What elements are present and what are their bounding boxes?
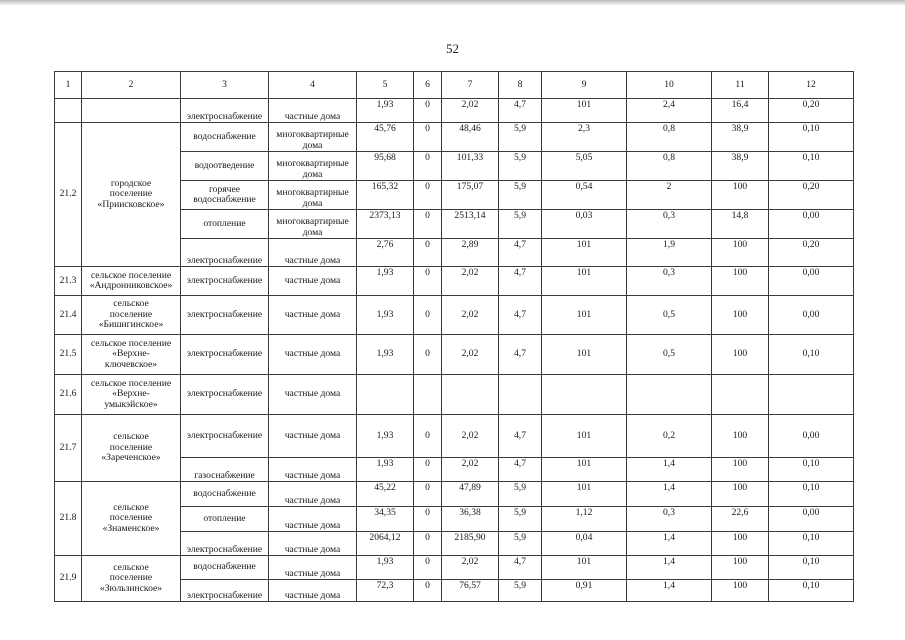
header-cell: 3 xyxy=(181,72,269,99)
settlement-line: поселение xyxy=(109,188,153,200)
value-cell: 0,00 xyxy=(769,210,854,239)
settlement-line: поселение xyxy=(109,308,153,320)
table-row xyxy=(55,556,854,580)
settlement-line: «Приисковское» xyxy=(97,198,165,210)
value-cell: 2,02 xyxy=(442,296,499,335)
value-cell: 4,7 xyxy=(499,296,542,335)
value-cell: 0,00 xyxy=(769,267,854,296)
value-cell: 2,76 xyxy=(357,239,414,267)
value-cell: 16,4 xyxy=(712,99,769,123)
value-cell: 0,54 xyxy=(542,181,627,210)
value-cell: 4,7 xyxy=(499,267,542,296)
value-cell: 0,10 xyxy=(769,152,854,181)
value-cell: 1,93 xyxy=(357,556,414,580)
settlement-line: поселение xyxy=(109,441,153,453)
value-cell: 0 xyxy=(414,239,442,267)
service-cell: отопление xyxy=(181,507,269,532)
value-cell: 0,3 xyxy=(627,210,712,239)
value-cell: 100 xyxy=(712,415,769,458)
service-cell xyxy=(181,181,269,210)
settlement-line: городское xyxy=(110,177,152,189)
value-cell: 0,10 xyxy=(769,458,854,482)
value-cell: 100 xyxy=(712,580,769,602)
value-cell: 2,02 xyxy=(442,556,499,580)
value-cell: 101,33 xyxy=(442,152,499,181)
housing-type-cell xyxy=(269,123,357,152)
value-cell: 0,04 xyxy=(542,532,627,556)
value-cell: 2064,12 xyxy=(357,532,414,556)
settlement-line: «Знаменское» xyxy=(102,522,160,534)
settlement-cell xyxy=(82,556,181,602)
value-cell: 0,5 xyxy=(627,296,712,335)
value-cell: 14,8 xyxy=(712,210,769,239)
header-row xyxy=(55,72,854,99)
value-cell: 1,4 xyxy=(627,458,712,482)
header-cell: 9 xyxy=(542,72,627,99)
value-cell: 101 xyxy=(542,482,627,507)
header-cell: 2 xyxy=(82,72,181,99)
housing-type-cell: частные дома xyxy=(269,415,357,458)
value-cell: 100 xyxy=(712,532,769,556)
settlement-cell xyxy=(82,482,181,556)
settlement-line: сельское xyxy=(113,431,149,443)
settlement-cell xyxy=(82,296,181,335)
housing-type-cell xyxy=(269,210,357,239)
row-number-cell: 21.2 xyxy=(55,123,82,267)
settlement-line: ключевское» xyxy=(104,358,158,370)
service-cell: электроснабжение xyxy=(181,532,269,556)
service-line: горячее xyxy=(208,183,241,195)
value-cell: 5,9 xyxy=(499,580,542,602)
value-cell: 101 xyxy=(542,556,627,580)
value-cell: 0,5 xyxy=(627,335,712,375)
header-cell: 11 xyxy=(712,72,769,99)
row-number-cell: 21.5 xyxy=(55,335,82,375)
value-cell: 1,4 xyxy=(627,580,712,602)
housing-line: дома xyxy=(302,168,323,180)
service-line: водоснабжение xyxy=(193,194,256,205)
value-cell: 100 xyxy=(712,556,769,580)
value-cell: 0,10 xyxy=(769,482,854,507)
value-cell: 1,9 xyxy=(627,239,712,267)
service-cell: электроснабжение xyxy=(181,580,269,602)
row-number-cell: 21.6 xyxy=(55,375,82,415)
value-cell: 1,93 xyxy=(357,415,414,458)
housing-type-cell: частные дома xyxy=(269,556,357,580)
service-cell: электроснабжение xyxy=(181,335,269,375)
value-cell: 100 xyxy=(712,296,769,335)
settlement-cell xyxy=(82,99,181,123)
housing-type-cell: частные дома xyxy=(269,458,357,482)
service-cell: водоснабжение xyxy=(181,482,269,507)
value-cell: 0,00 xyxy=(769,296,854,335)
value-cell: 4,7 xyxy=(499,335,542,375)
value-cell: 0 xyxy=(414,556,442,580)
housing-type-cell: частные дома xyxy=(269,99,357,123)
settlement-line: «Бишигинское» xyxy=(98,319,164,331)
settlement-cell xyxy=(82,415,181,482)
housing-type-cell: частные дома xyxy=(269,239,357,267)
table-row xyxy=(55,267,854,296)
page-number: 52 xyxy=(446,41,459,56)
settlement-line: «Верхне- xyxy=(112,348,150,360)
value-cell: 0,20 xyxy=(769,239,854,267)
table-row xyxy=(55,296,854,335)
value-cell xyxy=(627,375,712,415)
settlement-line: сельское поселение xyxy=(90,377,172,389)
settlement-cell xyxy=(82,375,181,415)
header-cell: 5 xyxy=(357,72,414,99)
row-number-cell: 21.9 xyxy=(55,556,82,602)
value-cell: 101 xyxy=(542,296,627,335)
housing-line: многоквартирные xyxy=(276,158,349,169)
service-cell: газоснабжение xyxy=(181,458,269,482)
table-row xyxy=(55,482,854,507)
settlement-line: поселение xyxy=(109,572,153,584)
value-cell: 101 xyxy=(542,415,627,458)
row-number-cell: 21.3 xyxy=(55,267,82,296)
value-cell: 0 xyxy=(414,507,442,532)
value-cell: 2,02 xyxy=(442,458,499,482)
housing-type-cell: частные дома xyxy=(269,267,357,296)
value-cell: 1,93 xyxy=(357,99,414,123)
value-cell: 101 xyxy=(542,458,627,482)
value-cell: 0 xyxy=(414,458,442,482)
settlement-line: «Верхне- xyxy=(112,388,150,400)
housing-type-cell: частные дома xyxy=(269,507,357,532)
settlement-cell xyxy=(82,123,181,267)
row-number-cell: 21.8 xyxy=(55,482,82,556)
value-cell xyxy=(357,375,414,415)
value-cell: 4,7 xyxy=(499,415,542,458)
value-cell: 2,3 xyxy=(542,123,627,152)
value-cell: 2,89 xyxy=(442,239,499,267)
settlement-line: сельское xyxy=(113,501,149,513)
value-cell: 5,05 xyxy=(542,152,627,181)
housing-type-cell: частные дома xyxy=(269,335,357,375)
value-cell: 48,46 xyxy=(442,123,499,152)
value-cell: 5,9 xyxy=(499,181,542,210)
value-cell: 0 xyxy=(414,123,442,152)
value-cell: 47,89 xyxy=(442,482,499,507)
value-cell: 5,9 xyxy=(499,507,542,532)
service-cell: водоснабжение xyxy=(181,556,269,580)
value-cell: 0,3 xyxy=(627,267,712,296)
value-cell: 100 xyxy=(712,458,769,482)
value-cell: 76,57 xyxy=(442,580,499,602)
value-cell: 2513,14 xyxy=(442,210,499,239)
value-cell: 4,7 xyxy=(499,99,542,123)
value-cell: 100 xyxy=(712,335,769,375)
housing-line: многоквартирные xyxy=(276,129,349,140)
housing-line: многоквартирные xyxy=(276,187,349,198)
service-cell: электроснабжение xyxy=(181,415,269,458)
value-cell xyxy=(499,375,542,415)
value-cell: 1,4 xyxy=(627,482,712,507)
service-cell: водоотведение xyxy=(181,152,269,181)
value-cell xyxy=(442,375,499,415)
housing-line: многоквартирные xyxy=(276,216,349,227)
housing-line: дома xyxy=(302,197,323,209)
settlement-line: поселение xyxy=(109,512,153,524)
value-cell: 100 xyxy=(712,181,769,210)
table-row xyxy=(55,99,854,123)
settlement-cell xyxy=(82,335,181,375)
service-cell: электроснабжение xyxy=(181,239,269,267)
housing-type-cell: частные дома xyxy=(269,296,357,335)
value-cell: 1,4 xyxy=(627,532,712,556)
value-cell: 0 xyxy=(414,335,442,375)
value-cell: 0,03 xyxy=(542,210,627,239)
service-cell: электроснабжение xyxy=(181,267,269,296)
row-number-cell: 21.7 xyxy=(55,415,82,482)
value-cell: 0,2 xyxy=(627,415,712,458)
housing-type-cell xyxy=(269,152,357,181)
value-cell: 0,00 xyxy=(769,507,854,532)
value-cell: 1,93 xyxy=(357,267,414,296)
value-cell: 2,4 xyxy=(627,99,712,123)
value-cell: 0,10 xyxy=(769,335,854,375)
value-cell: 1,93 xyxy=(357,296,414,335)
housing-type-cell: частные дома xyxy=(269,580,357,602)
value-cell: 1,93 xyxy=(357,335,414,375)
housing-type-cell: частные дома xyxy=(269,375,357,415)
settlement-line: сельское поселение xyxy=(90,269,172,281)
value-cell: 95,68 xyxy=(357,152,414,181)
value-cell: 100 xyxy=(712,482,769,507)
value-cell: 165,32 xyxy=(357,181,414,210)
value-cell: 0,10 xyxy=(769,532,854,556)
table-row xyxy=(55,375,854,415)
value-cell: 0 xyxy=(414,267,442,296)
value-cell: 2,02 xyxy=(442,267,499,296)
value-cell: 0,10 xyxy=(769,580,854,602)
value-cell: 0,10 xyxy=(769,123,854,152)
row-number-cell xyxy=(55,99,82,123)
value-cell: 2373,13 xyxy=(357,210,414,239)
settlement-cell xyxy=(82,267,181,296)
value-cell: 0 xyxy=(414,152,442,181)
value-cell: 2 xyxy=(627,181,712,210)
settlement-line: «Андронниковское» xyxy=(89,280,173,291)
value-cell: 2,02 xyxy=(442,415,499,458)
value-cell: 4,7 xyxy=(499,556,542,580)
row-number-cell: 21.4 xyxy=(55,296,82,335)
housing-line: дома xyxy=(302,139,323,151)
value-cell: 72,3 xyxy=(357,580,414,602)
settlement-line: сельское xyxy=(113,298,149,310)
settlement-line: умыкэйское» xyxy=(104,398,158,410)
service-cell: электроснабжение xyxy=(181,99,269,123)
value-cell: 36,38 xyxy=(442,507,499,532)
value-cell: 0 xyxy=(414,580,442,602)
value-cell: 0,10 xyxy=(769,556,854,580)
value-cell: 100 xyxy=(712,267,769,296)
value-cell: 1,4 xyxy=(627,556,712,580)
value-cell: 38,9 xyxy=(712,123,769,152)
value-cell: 4,7 xyxy=(499,239,542,267)
value-cell: 0,3 xyxy=(627,507,712,532)
value-cell: 38,9 xyxy=(712,152,769,181)
settlement-line: сельское поселение xyxy=(90,337,172,349)
value-cell: 175,07 xyxy=(442,181,499,210)
value-cell: 0,8 xyxy=(627,123,712,152)
value-cell: 2,02 xyxy=(442,99,499,123)
value-cell: 4,7 xyxy=(499,458,542,482)
value-cell: 101 xyxy=(542,239,627,267)
value-cell xyxy=(414,375,442,415)
settlement-line: «Зюльзинское» xyxy=(99,582,163,594)
table-row xyxy=(55,123,854,152)
header-cell: 6 xyxy=(414,72,442,99)
value-cell: 1,93 xyxy=(357,458,414,482)
value-cell: 100 xyxy=(712,239,769,267)
value-cell: 5,9 xyxy=(499,152,542,181)
header-cell: 4 xyxy=(269,72,357,99)
value-cell: 45,76 xyxy=(357,123,414,152)
value-cell: 0,00 xyxy=(769,415,854,458)
value-cell: 45,22 xyxy=(357,482,414,507)
value-cell: 2,02 xyxy=(442,335,499,375)
header-cell: 8 xyxy=(499,72,542,99)
value-cell: 0 xyxy=(414,415,442,458)
value-cell: 22,6 xyxy=(712,507,769,532)
value-cell xyxy=(769,375,854,415)
value-cell: 0 xyxy=(414,210,442,239)
value-cell: 2185,90 xyxy=(442,532,499,556)
service-cell: отопление xyxy=(181,210,269,239)
value-cell: 0,91 xyxy=(542,580,627,602)
value-cell: 101 xyxy=(542,267,627,296)
housing-type-cell xyxy=(269,181,357,210)
service-cell: электроснабжение xyxy=(181,296,269,335)
value-cell: 5,9 xyxy=(499,482,542,507)
value-cell: 0 xyxy=(414,99,442,123)
header-cell: 1 xyxy=(55,72,82,99)
housing-type-cell: частные дома xyxy=(269,482,357,507)
value-cell: 0 xyxy=(414,482,442,507)
value-cell: 101 xyxy=(542,335,627,375)
value-cell xyxy=(542,375,627,415)
value-cell: 0 xyxy=(414,296,442,335)
settlement-line: сельское xyxy=(113,561,149,573)
housing-line: дома xyxy=(302,226,323,238)
value-cell xyxy=(712,375,769,415)
value-cell: 34,35 xyxy=(357,507,414,532)
header-cell: 10 xyxy=(627,72,712,99)
scan-top-edge xyxy=(0,0,905,5)
value-cell: 0,20 xyxy=(769,99,854,123)
header-cell: 7 xyxy=(442,72,499,99)
value-cell: 5,9 xyxy=(499,210,542,239)
table-row xyxy=(55,415,854,458)
value-cell: 5,9 xyxy=(499,123,542,152)
housing-type-cell: частные дома xyxy=(269,532,357,556)
value-cell: 0,8 xyxy=(627,152,712,181)
value-cell: 0 xyxy=(414,532,442,556)
value-cell: 101 xyxy=(542,99,627,123)
table-row xyxy=(55,335,854,375)
value-cell: 0 xyxy=(414,181,442,210)
value-cell: 1,12 xyxy=(542,507,627,532)
tariff-table xyxy=(54,71,854,602)
header-cell: 12 xyxy=(769,72,854,99)
value-cell: 0,20 xyxy=(769,181,854,210)
service-cell: водоснабжение xyxy=(181,123,269,152)
settlement-line: «Зареченское» xyxy=(101,452,161,464)
service-cell: электроснабжение xyxy=(181,375,269,415)
value-cell: 5,9 xyxy=(499,532,542,556)
